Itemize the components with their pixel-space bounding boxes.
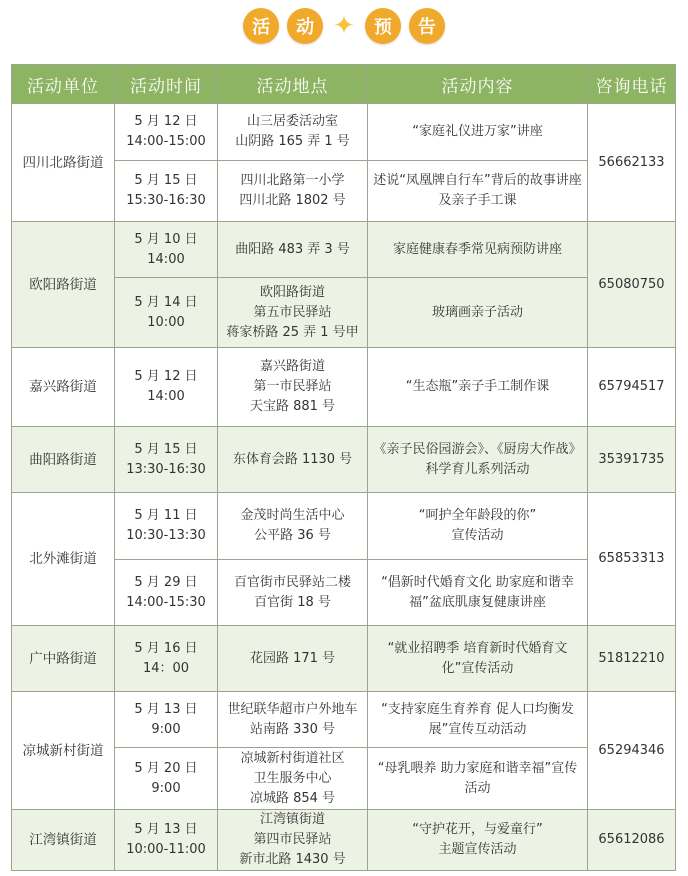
activity-table (11, 64, 676, 871)
time-cell: 5 月 15 日 13:30-16:30 (115, 427, 218, 493)
place-cell: 四川北路第一小学 四川北路 1802 号 (218, 161, 368, 222)
table-row (12, 493, 676, 560)
unit-cell: 曲阳路街道 (12, 427, 115, 493)
title-char-1: 活 (243, 8, 279, 44)
place-cell: 花园路 171 号 (218, 626, 368, 692)
place-cell: 百官街市民驿站二楼 百官街 18 号 (218, 560, 368, 626)
phone-cell: 65612086 (588, 810, 676, 871)
column-header-time: 活动时间 (115, 65, 218, 104)
unit-cell: 四川北路街道 (12, 104, 115, 222)
unit-cell: 凉城新村街道 (12, 692, 115, 810)
content-cell: 玻璃画亲子活动 (368, 278, 588, 348)
phone-cell: 65080750 (588, 222, 676, 348)
place-cell: 欧阳路街道 第五市民驿站 蒋家桥路 25 弄 1 号甲 (218, 278, 368, 348)
place-cell: 凉城新村街道社区 卫生服务中心 凉城路 854 号 (218, 748, 368, 810)
phone-cell: 65294346 (588, 692, 676, 810)
content-cell: “倡新时代婚育文化 助家庭和谐幸福”盆底肌康复健康讲座 (368, 560, 588, 626)
place-cell: 嘉兴路街道 第一市民驿站 天宝路 881 号 (218, 348, 368, 427)
place-cell: 曲阳路 483 弄 3 号 (218, 222, 368, 278)
title-char-2: 动 (287, 8, 323, 44)
table-row (12, 222, 676, 278)
time-cell: 5 月 16 日 14：00 (115, 626, 218, 692)
content-cell: “家庭礼仪进万家”讲座 (368, 104, 588, 161)
table-row (12, 348, 676, 427)
unit-cell: 欧阳路街道 (12, 222, 115, 348)
time-cell: 5 月 29 日 14:00-15:30 (115, 560, 218, 626)
place-cell: 金茂时尚生活中心 公平路 36 号 (218, 493, 368, 560)
column-header-phone: 咨询电话 (588, 65, 676, 104)
phone-cell: 35391735 (588, 427, 676, 493)
column-header-content: 活动内容 (368, 65, 588, 104)
unit-cell: 北外滩街道 (12, 493, 115, 626)
title-char-3: 预 (365, 8, 401, 44)
time-cell: 5 月 12 日 14:00-15:00 (115, 104, 218, 161)
content-cell: 述说“凤凰牌自行车”背后的故事讲座及亲子手工课 (368, 161, 588, 222)
content-cell: 家庭健康春季常见病预防讲座 (368, 222, 588, 278)
phone-cell: 51812210 (588, 626, 676, 692)
time-cell: 5 月 20 日 9:00 (115, 748, 218, 810)
time-cell: 5 月 11 日 10:30-13:30 (115, 493, 218, 560)
column-header-place: 活动地点 (218, 65, 368, 104)
content-cell: “呵护全年龄段的你” 宣传活动 (368, 493, 588, 560)
time-cell: 5 月 15 日 15:30-16:30 (115, 161, 218, 222)
unit-cell: 广中路街道 (12, 626, 115, 692)
content-cell: 《亲子民俗园游会》、《厨房大作战》科学育儿系列活动 (368, 427, 588, 493)
table-row (12, 427, 676, 493)
table-header-row (12, 65, 676, 104)
time-cell: 5 月 13 日 9:00 (115, 692, 218, 748)
unit-cell: 江湾镇街道 (12, 810, 115, 871)
content-cell: “就业招聘季 培育新时代婚育文化”宣传活动 (368, 626, 588, 692)
phone-cell: 56662133 (588, 104, 676, 222)
time-cell: 5 月 12 日 14:00 (115, 348, 218, 427)
place-cell: 东体育会路 1130 号 (218, 427, 368, 493)
title-char-4: 告 (409, 8, 445, 44)
table-row (12, 810, 676, 871)
place-cell: 江湾镇街道 第四市民驿站 新市北路 1430 号 (218, 810, 368, 871)
page-title (0, 0, 688, 52)
place-cell: 世纪联华超市户外地车站南路 330 号 (218, 692, 368, 748)
content-cell: “守护花开，与爱童行” 主题宣传活动 (368, 810, 588, 871)
time-cell: 5 月 10 日 14:00 (115, 222, 218, 278)
time-cell: 5 月 13 日 10:00-11:00 (115, 810, 218, 871)
content-cell: “母乳喂养 助力家庭和谐幸福”宣传活动 (368, 748, 588, 810)
column-header-unit: 活动单位 (12, 65, 115, 104)
table-row (12, 104, 676, 161)
content-cell: “支持家庭生育养育 促人口均衡发展”宣传互动活动 (368, 692, 588, 748)
star-icon: ✦ (333, 11, 355, 41)
place-cell: 山三居委活动室 山阴路 165 弄 1 号 (218, 104, 368, 161)
table-row (12, 626, 676, 692)
phone-cell: 65794517 (588, 348, 676, 427)
content-cell: “生态瓶”亲子手工制作课 (368, 348, 588, 427)
table-row (12, 692, 676, 748)
phone-cell: 65853313 (588, 493, 676, 626)
unit-cell: 嘉兴路街道 (12, 348, 115, 427)
time-cell: 5 月 14 日 10:00 (115, 278, 218, 348)
